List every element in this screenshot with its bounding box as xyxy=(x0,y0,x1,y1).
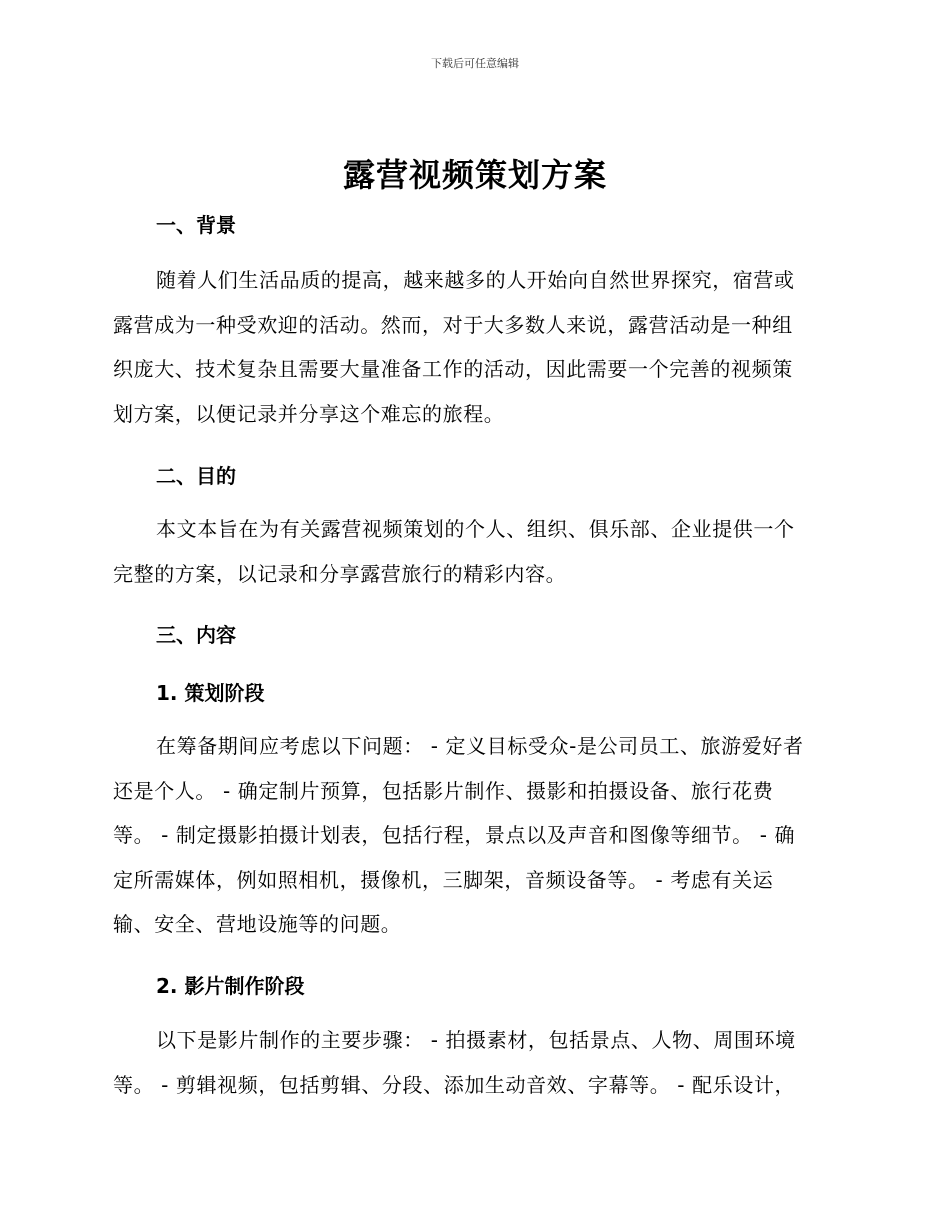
paragraph-line: 还是个人。 - 确定制片预算，包括影片制作、摄影和拍摄设备、旅行花费 xyxy=(113,778,774,803)
paragraph-production xyxy=(113,1018,833,1107)
paragraph-planning xyxy=(113,724,833,947)
section-heading-background: 一、背景 xyxy=(156,213,236,237)
paragraph-line: 划方案，以便记录并分享这个难忘的旅程。 xyxy=(113,401,505,426)
paragraph-line: 在筹备期间应考虑以下问题： - 定义目标受众-是公司员工、旅游爱好者 xyxy=(156,734,804,758)
paragraph-purpose xyxy=(113,507,833,596)
section-heading-content: 三、内容 xyxy=(156,623,236,647)
paragraph-line: 露营成为一种受欢迎的活动。然而，对于大多数人来说，露营活动是一种组 xyxy=(113,312,793,337)
subsection-heading-production: 2. 影片制作阶段 xyxy=(156,974,305,998)
section-heading-purpose: 二、目的 xyxy=(156,464,236,488)
header-note: 下载后可任意编辑 xyxy=(431,57,519,70)
paragraph-line: 完整的方案，以记录和分享露营旅行的精彩内容。 xyxy=(113,561,567,586)
paragraph-line: 以下是影片制作的主要步骤： - 拍摄素材，包括景点、人物、周围环境 xyxy=(156,1028,796,1052)
paragraph-line: 等。 - 剪辑视频，包括剪辑、分段、添加生动音效、字幕等。 - 配乐设计， xyxy=(113,1072,796,1097)
paragraph-line: 定所需媒体，例如照相机，摄像机，三脚架，音频设备等。 - 考虑有关运 xyxy=(113,867,774,892)
subsection-heading-planning: 1. 策划阶段 xyxy=(156,681,265,705)
paragraph-line: 织庞大、技术复杂且需要大量准备工作的活动，因此需要一个完善的视频策 xyxy=(113,357,793,381)
paragraph-line: 随着人们生活品质的提高，越来越多的人开始向自然世界探究，宿营或 xyxy=(156,268,795,292)
document-title: 露营视频策划方案 xyxy=(342,156,607,194)
paragraph-background xyxy=(113,258,833,436)
paragraph-line: 输、安全、营地设施等的问题。 xyxy=(113,912,402,936)
paragraph-line: 等。 - 制定摄影拍摄计划表，包括行程，景点以及声音和图像等细节。 - 确 xyxy=(113,823,796,847)
paragraph-line: 本文本旨在为有关露营视频策划的个人、组织、俱乐部、企业提供一个 xyxy=(156,517,795,541)
